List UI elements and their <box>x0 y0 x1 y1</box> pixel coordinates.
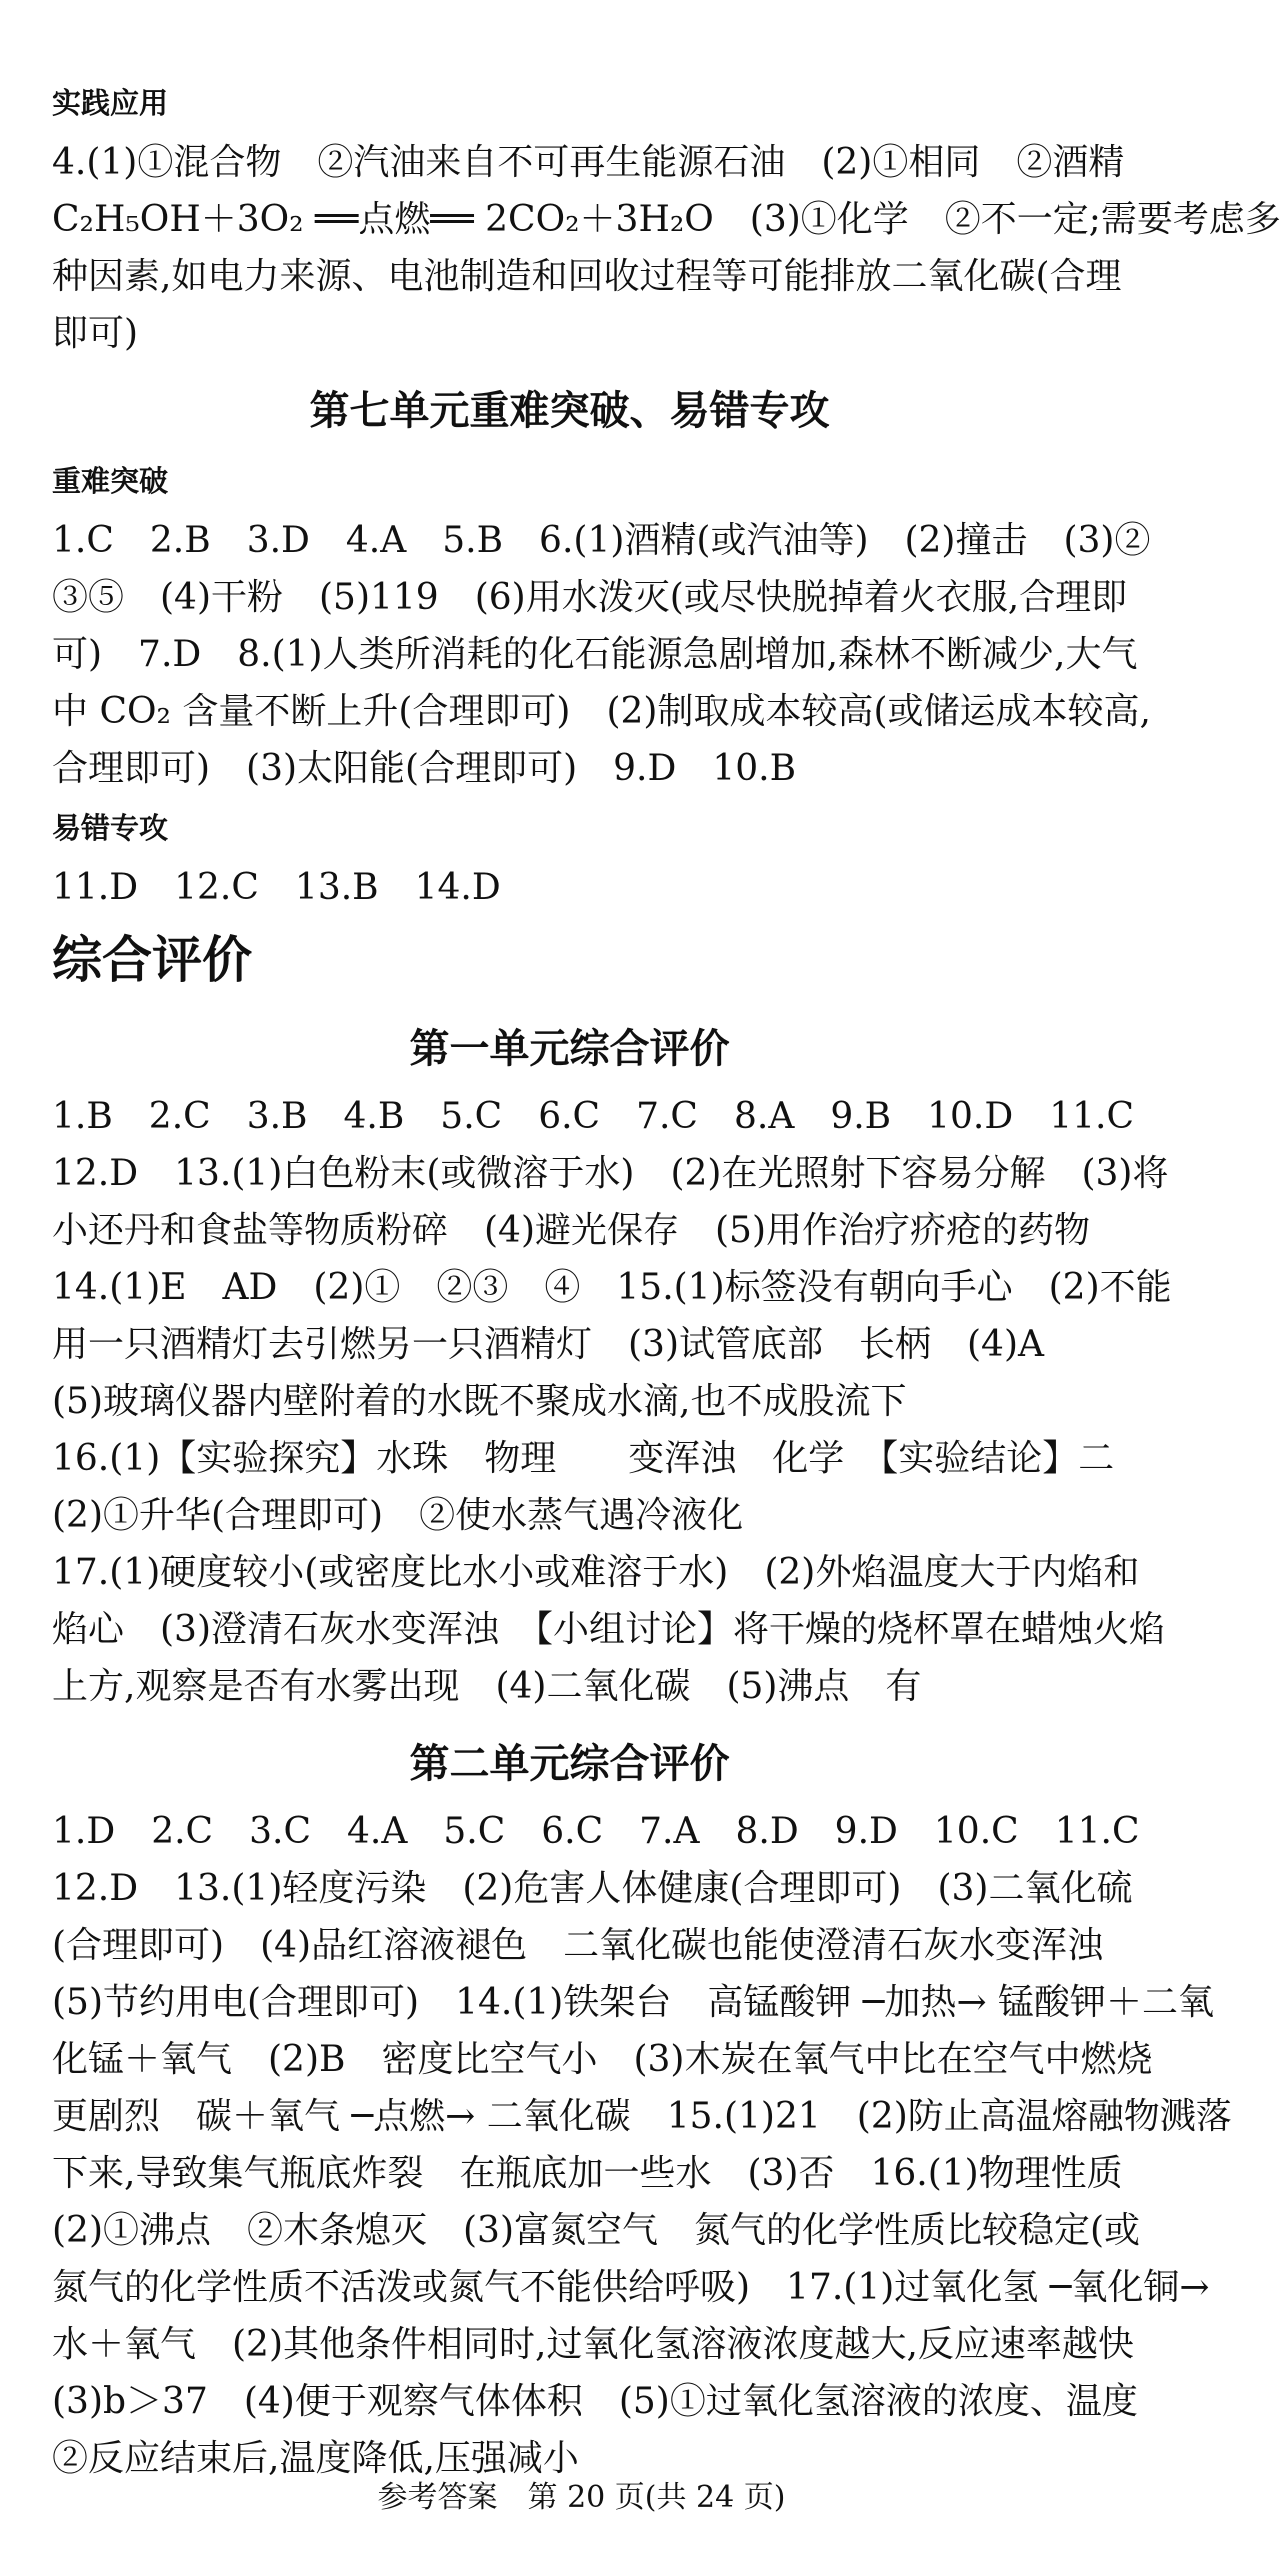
answer-line: 可) 7.D 8.(1)人类所消耗的化石能源急剧增加,森林不断减少,大气 <box>52 634 1138 675</box>
answer-line: 17.(1)硬度较小(或密度比水小或难溶于水) (2)外焰温度大于内焰和 <box>52 1552 1140 1593</box>
practice-heading: 实践应用 <box>52 86 169 120</box>
unit7-subheading-key: 重难突破 <box>52 464 169 498</box>
answer-line: 16.(1)【实验探究】水珠 物理 变浑浊 化学 【实验结论】二 <box>52 1438 1115 1479</box>
answer-line: 更剧烈 碳＋氧气 ─点燃→ 二氧化碳 15.(1)21 (2)防止高温熔融物溅落 <box>52 2096 1232 2137</box>
unit7-key-answers <box>52 512 1151 797</box>
answer-line: 12.D 13.(1)轻度污染 (2)危害人体健康(合理即可) (3)二氧化硫 <box>52 1868 1133 1909</box>
answer-line: 下来,导致集气瓶底炸裂 在瓶底加一些水 (3)否 16.(1)物理性质 <box>52 2153 1123 2194</box>
answer-line: 合理即可) (3)太阳能(合理即可) 9.D 10.B <box>52 748 797 789</box>
unit2-title: 第二单元综合评价 <box>409 1740 730 1787</box>
page-footer: 参考答案 第 20 页(共 24 页) <box>377 2480 786 2515</box>
unit1-title: 第一单元综合评价 <box>409 1025 730 1072</box>
section-title: 综合评价 <box>52 931 252 989</box>
practice-answers <box>52 134 1281 362</box>
answer-line: (5)玻璃仪器内壁附着的水既不聚成水滴,也不成股流下 <box>52 1381 907 1422</box>
answer-line: 水＋氧气 (2)其他条件相同时,过氧化氢溶液浓度越大,反应速率越快 <box>52 2324 1134 2365</box>
answer-line: 1.D 2.C 3.C 4.A 5.C 6.C 7.A 8.D 9.D 10.C 11.C <box>52 1811 1140 1852</box>
answer-line: 中 CO₂ 含量不断上升(合理即可) (2)制取成本较高(或储运成本较高, <box>52 691 1151 732</box>
answer-line: 即可) <box>52 313 139 354</box>
answer-line: 上方,观察是否有水雾出现 (4)二氧化碳 (5)沸点 有 <box>52 1666 922 1707</box>
answer-line: 小还丹和食盐等物质粉碎 (4)避光保存 (5)用作治疗疥疮的药物 <box>52 1210 1090 1251</box>
answer-line: (2)①升华(合理即可) ②使水蒸气遇冷液化 <box>52 1495 744 1536</box>
answer-line: ②反应结束后,温度降低,压强减小 <box>52 2438 579 2479</box>
unit7-subheading-error: 易错专攻 <box>52 811 169 845</box>
answer-line: 12.D 13.(1)白色粉末(或微溶于水) (2)在光照射下容易分解 (3)将 <box>52 1153 1169 1194</box>
unit2-answers <box>52 1803 1232 2487</box>
answer-line: ③⑤ (4)干粉 (5)119 (6)用水泼灭(或尽快脱掉着火衣服,合理即 <box>52 577 1128 618</box>
answer-line: (2)①沸点 ②木条熄灭 (3)富氮空气 氮气的化学性质比较稳定(或 <box>52 2210 1141 2251</box>
answer-line: 焰心 (3)澄清石灰水变浑浊 【小组讨论】将干燥的烧杯罩在蜡烛火焰 <box>52 1609 1165 1650</box>
answer-line: C₂H₅OH＋3O₂ ══点燃══ 2CO₂＋3H₂O (3)①化学 ②不一定;需要考虑多 <box>52 199 1281 240</box>
answer-line: 14.(1)E AD (2)① ②③ ④ 15.(1)标签没有朝向手心 (2)不能 <box>52 1267 1172 1308</box>
answer-line: 11.D 12.C 13.B 14.D <box>52 867 501 908</box>
answer-line: (3)b＞37 (4)便于观察气体体积 (5)①过氧化氢溶液的浓度、温度 <box>52 2381 1138 2422</box>
unit7-title: 第七单元重难突破、易错专攻 <box>309 387 830 434</box>
answer-line: 用一只酒精灯去引燃另一只酒精灯 (3)试管底部 长柄 (4)A <box>52 1324 1044 1365</box>
answer-line: 种因素,如电力来源、电池制造和回收过程等可能排放二氧化碳(合理 <box>52 256 1122 297</box>
answer-line: 1.C 2.B 3.D 4.A 5.B 6.(1)酒精(或汽油等) (2)撞击 (3)② <box>52 520 1151 561</box>
unit1-answers <box>52 1088 1172 1715</box>
answer-line: 4.(1)①混合物 ②汽油来自不可再生能源石油 (2)①相同 ②酒精 <box>52 142 1125 183</box>
unit7-error-answers <box>52 859 1087 916</box>
answer-line: (5)节约用电(合理即可) 14.(1)铁架台 高锰酸钾 ─加热→ 锰酸钾＋二氧 <box>52 1982 1215 2023</box>
answer-line: (合理即可) (4)品红溶液褪色 二氧化碳也能使澄清石灰水变浑浊 <box>52 1925 1104 1966</box>
answer-line: 化锰＋氧气 (2)B 密度比空气小 (3)木炭在氧气中比在空气中燃烧 <box>52 2039 1153 2080</box>
answer-line: 氮气的化学性质不活泼或氮气不能供给呼吸) 17.(1)过氧化氢 ─氧化铜→ <box>52 2267 1210 2308</box>
answer-line: 1.B 2.C 3.B 4.B 5.C 6.C 7.C 8.A 9.B 10.D 11.C <box>52 1096 1135 1137</box>
